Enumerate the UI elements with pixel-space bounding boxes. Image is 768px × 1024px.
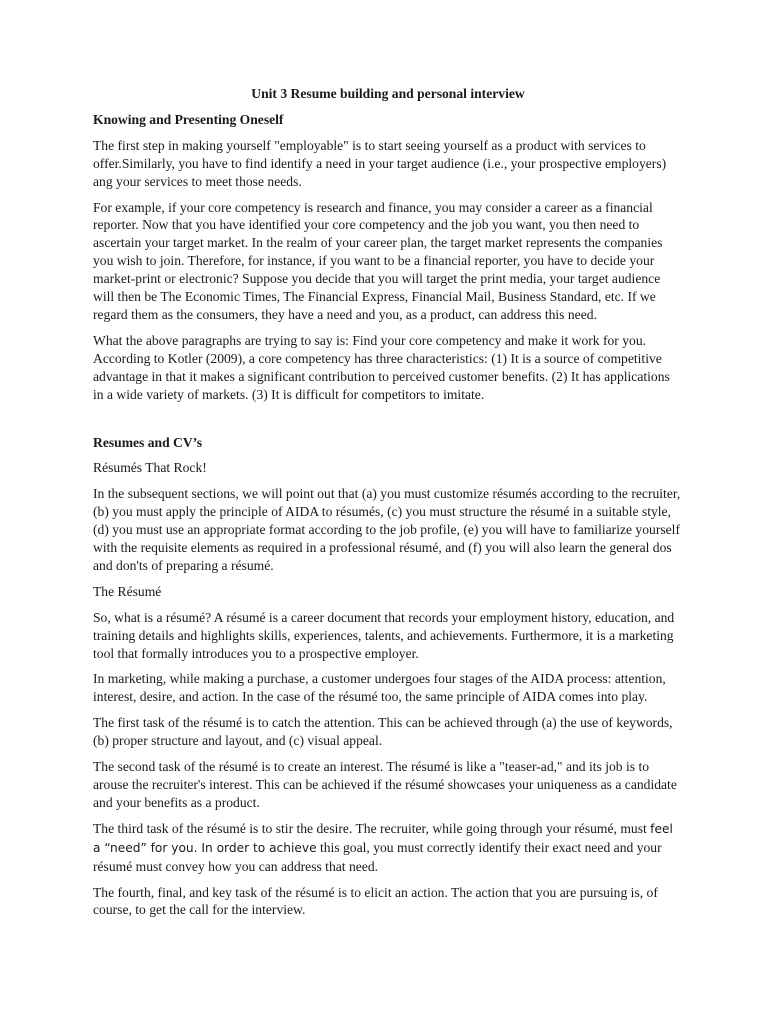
third-task-text-mono: feel a “need” for you. In order to achieve: [93, 821, 673, 855]
document-title: Unit 3 Resume building and personal interview: [251, 86, 525, 101]
paragraph-core-competency: What the above paragraphs are trying to say is: Find your core competency and make it work for you. According to Kotler (2009), a core competency has three characteristics: (1) It is a source of competitive advantage in that it makes a significant contribution to perceived customer benefits. (2) It has applications in a wide variety of markets. (3) It is difficult for competitors to imitate.: [93, 332, 670, 402]
paragraph-second-task: The second task of the résumé is to create an interest. The résumé is like a "teaser-ad," and its job is to arouse the recruiter's interest. This can be achieved if the résumé showcases your uniqueness as a candidate and your benefits as a product.: [93, 759, 677, 810]
paragraph-fourth-task: The fourth, final, and key task of the résumé is to elicit an action. The action that you are pursuing is, of course, to get the call for the interview.: [93, 884, 658, 918]
third-task-text-start: The third task of the résumé is to stir the desire. The recruiter, while going through your résumé, must: [93, 820, 651, 836]
paragraph-example: For example, if your core competency is research and finance, you may consider a career as a financial reporter. Now that you have identified your core competency and the job you want, you then need to ascertain your target market. In the realm of your career plan, the target market represents the companies you wish to join. Therefore, for instance, if you want to be a financial reporter, you have to decide your market-print or electronic? Suppose you decide that you will target the print media, your target audience will then be The Economic Times, The Financial Express, Financial Mail, Business Standard, etc. If we regard them as the consumers, they have a need and you, as a product, can address this need.: [93, 199, 663, 322]
paragraph-employable: The first step in making yourself "employable" is to start seeing yourself as a product with services to offer.Similarly, you have to find identify a need in your target audience (i.e., your prospective employers) ang your services to meet those needs.: [93, 137, 667, 189]
subheading-resumes-that-rock: Résumés That Rock!: [93, 460, 207, 476]
section-heading-knowing: Knowing and Presenting Oneself: [93, 111, 284, 127]
third-task-text-end: this goal, you must correctly identify their exact need and your résumé must convey how you can address that need.: [93, 839, 662, 874]
paragraph-subsequent-sections: In the subsequent sections, we will point out that (a) you must customize résumés according to the recruiter, (b) you must apply the principle of AIDA to résumés, (c) you must structure the résumé in a suitable style, (d) you must use an appropriate format according to the job profile, (e) you will have to familiarize yourself with the requisite elements as required in a professional résumé, and (f) you will also learn the general dos and don'ts of preparing a résumé.: [93, 486, 681, 573]
paragraph-first-task: The first task of the résumé is to catch the attention. This can be achieved through (a) the use of keywords, (b) proper structure and layout, and (c) visual appeal.: [93, 715, 673, 749]
paragraph-what-is-resume: So, what is a résumé? A résumé is a career document that records your employment history, education, and training details and highlights skills, experiences, talents, and achievements. Furthermore, it is a marketing tool that formally introduces you to a prospective employer.: [93, 609, 675, 661]
paragraph-aida-process: In marketing, while making a purchase, a customer undergoes four stages of the AIDA process: attention, interest, desire, and action. In the case of the résumé too, the same principle of AIDA comes into play.: [93, 671, 666, 705]
subheading-the-resume: The Résumé: [93, 583, 162, 599]
document-page: [93, 85, 683, 927]
section-heading-resumes: Resumes and CV’s: [93, 434, 203, 450]
paragraph-third-task: [93, 820, 683, 876]
